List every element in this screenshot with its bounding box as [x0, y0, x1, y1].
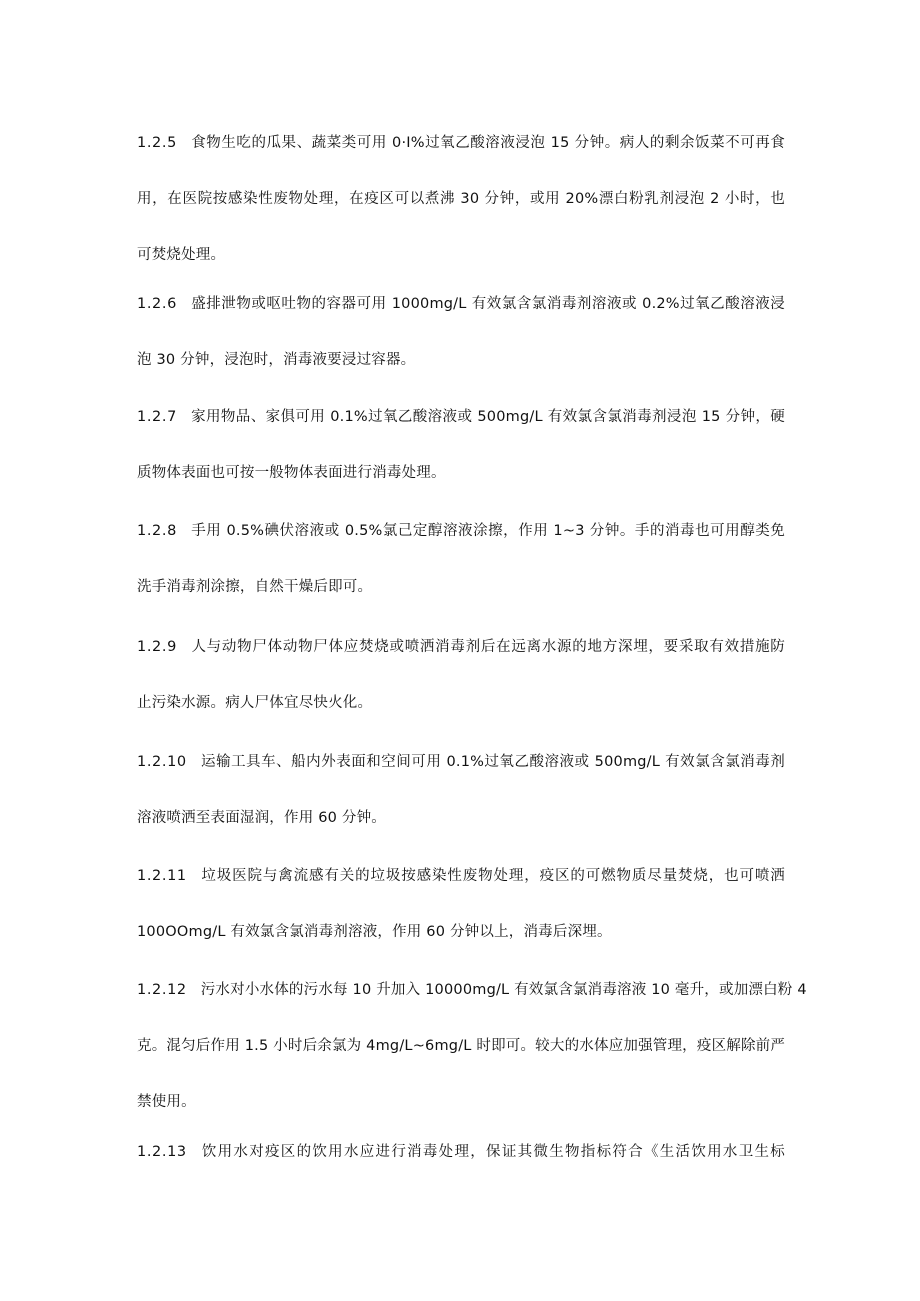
paragraph-line [137, 640, 785, 696]
paragraph-line: 克。混匀后作用 1.5 小时后余氯为 4mg∕L~6mg/L 时即可。较大的水体应加强管理，疫区解除前严 [137, 1038, 786, 1054]
section-number: 1.2.7 [137, 409, 177, 425]
paragraph-line [137, 524, 785, 580]
paragraph-line [137, 297, 785, 353]
paragraph-line: 溶液喷洒至表面湿润，作用 60 分钟。 [137, 810, 386, 826]
paragraph-text: 人与动物尸体动物尸体应焚烧或喷洒消毒剂后在远离水源的地方深埋，要采取有效措施防 [190, 639, 785, 655]
paragraph-line [137, 410, 785, 466]
paragraph-line: 质物体表面也可按一般物体表面进行消毒处理。 [137, 465, 446, 481]
paragraph-line: 泡 30 分钟，浸泡时，消毒液要浸过容器。 [137, 352, 416, 368]
paragraph-text: 手用 0.5%碘伏溶液或 0.5%氯己定醇溶液涂擦，作用 1~3 分钟。手的消毒也可用醇类免 [190, 523, 785, 539]
paragraph-text: 运输工具车、船内外表面和空间可用 0.1%过氧乙酸溶液或 500mg∕L 有效氯含氯消毒剂 [200, 754, 785, 770]
section-number: 1.2.11 [137, 868, 187, 884]
paragraph-text: 垃圾医院与禽流感有关的垃圾按感染性废物处理，疫区的可燃物质尽量焚烧，也可喷洒 [200, 868, 785, 884]
section-1-2-5 [137, 136, 785, 304]
section-1-2-9 [137, 640, 785, 752]
section-number: 1.2.10 [137, 754, 187, 770]
paragraph-line [137, 982, 807, 1039]
section-1-2-11 [137, 869, 785, 981]
paragraph-line [137, 136, 785, 192]
paragraph-line: 止污染水源。病人尸体宜尽快火化。 [137, 695, 373, 711]
section-number: 1.2.8 [137, 523, 177, 539]
paragraph-line: 洗手消毒剂涂擦，自然干燥后即可。 [137, 579, 373, 595]
paragraph-line [137, 869, 785, 925]
section-number: 1.2.12 [137, 982, 187, 998]
paragraph-line [137, 755, 785, 811]
section-1-2-8 [137, 524, 785, 636]
section-1-2-6 [137, 297, 785, 409]
paragraph-line: 用，在医院按感染性废物处理，在疫区可以煮沸 30 分钟，或用 20%漂白粉乳剂浸泡 2 小时，也 [137, 191, 785, 207]
paragraph-text: 污水对小水体的污水每 10 升加入 10000mg∕L 有效氯含氯消毒溶液 10 毫升，或加漂白粉 4 [200, 982, 807, 998]
paragraph-line: 100OOmg/L 有效氯含氯消毒剂溶液，作用 60 分钟以上，消毒后深埋。 [137, 924, 612, 940]
section-1-2-7 [137, 410, 785, 522]
paragraph-line [137, 1145, 785, 1201]
section-number: 1.2.9 [137, 639, 177, 655]
paragraph-text: 食物生吃的瓜果、蔬菜类可用 0·I%过氧乙酸溶液浸泡 15 分钟。病人的剩余饭菜不可再食 [190, 135, 785, 151]
section-1-2-12 [137, 982, 807, 1151]
paragraph-line: 禁使用。 [137, 1094, 196, 1110]
section-1-2-10 [137, 755, 785, 867]
section-1-2-13 [137, 1145, 785, 1201]
section-number: 1.2.5 [137, 135, 177, 151]
paragraph-text: 饮用水对疫区的饮用水应进行消毒处理，保证其微生物指标符合《生活饮用水卫生标 [200, 1144, 785, 1160]
paragraph-text: 家用物品、家俱可用 0.1%过氧乙酸溶液或 500mg∕L 有效氯含氯消毒剂浸泡 15 分钟，硬 [190, 409, 785, 425]
paragraph-line: 可焚烧处理。 [137, 247, 226, 263]
section-number: 1.2.6 [137, 296, 177, 312]
section-number: 1.2.13 [137, 1144, 187, 1160]
paragraph-text: 盛排泄物或呕吐物的容器可用 1000mg∕L 有效氯含氯消毒剂溶液或 0.2%过氧乙酸溶液浸 [190, 296, 785, 312]
